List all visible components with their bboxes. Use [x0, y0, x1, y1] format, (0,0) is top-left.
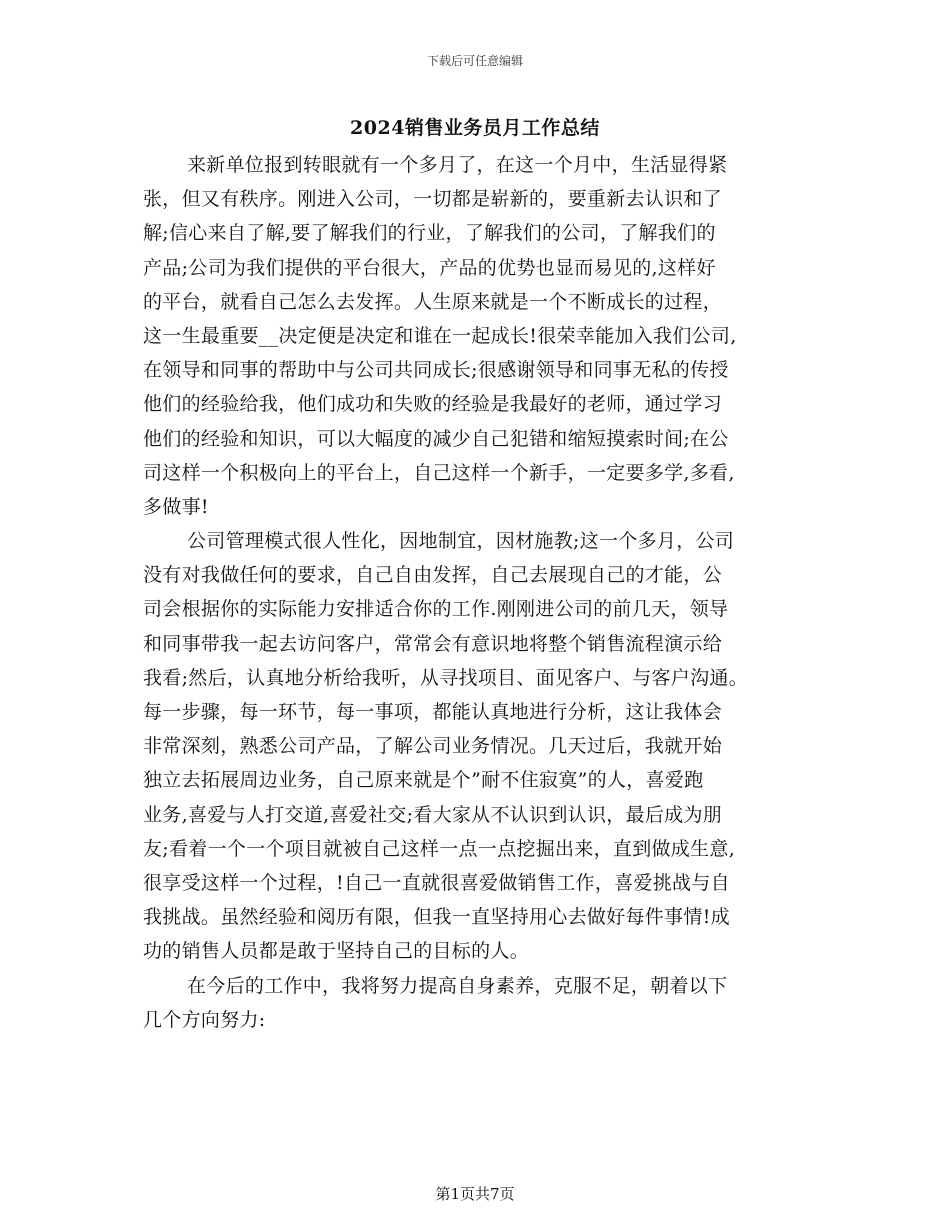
body-line: 我看;然后，认真地分析给我听，从寻找项目、面见客户、与客户沟通。: [143, 666, 749, 689]
body-line: 非常深刻，熟悉公司产品，了解公司业务情况。几天过后，我就开始: [143, 735, 723, 758]
body-line: 司会根据你的实际能力安排适合你的工作.刚刚进公司的前几天，领导: [143, 598, 729, 621]
body-line: 公司管理模式很人性化，因地制宜，因材施教;这一个多月，公司: [187, 530, 735, 553]
page-footer: 第1页共7页: [435, 1185, 515, 1203]
body-line: 来新单位报到转眼就有一个多月了，在这一个月中，生活显得紧: [187, 154, 728, 176]
body-line: 功的销售人员都是敢于坚持自己的目标的人。: [143, 940, 530, 963]
body-line: 多做事!: [143, 495, 209, 518]
page-header: 下载后可任意编辑: [426, 54, 523, 68]
body-line: 这一生最重要__决定便是决定和谁在一起成长!很荣幸能加入我们公司,: [143, 324, 737, 347]
body-line: 解;信心来自了解,要了解我们的行业，了解我们的公司，了解我们的: [143, 222, 716, 245]
body-line: 他们的经验和知识，可以大幅度的减少自己犯错和缩短摸索时间;在公: [143, 427, 729, 450]
body-line: 他们的经验给我，他们成功和失败的经验是我最好的老师，通过学习: [143, 393, 723, 416]
body-line: 没有对我做任何的要求，自己自由发挥，自己去展现自己的才能，公: [143, 564, 723, 587]
document-title: 2024销售业务员月工作总结: [350, 117, 600, 139]
body-line: 和同事带我一起去访问客户，常常会有意识地将整个销售流程演示给: [143, 632, 723, 655]
body-line: 我挑战。虽然经验和阅历有限，但我一直坚持用心去做好每件事情!成: [143, 906, 730, 929]
body-line: 很享受这样一个过程，!自己一直就很喜爱做销售工作，喜爱挑战与自: [143, 871, 730, 894]
body-line: 司这样一个积极向上的平台上，自己这样一个新手，一定要多学,多看,: [143, 461, 735, 484]
body-line: 在领导和同事的帮助中与公司共同成长;很感谢领导和同事无私的传授: [143, 359, 729, 382]
body-line: 张，但又有秩序。刚进入公司，一切都是崭新的，要重新去认识和了: [143, 188, 723, 211]
body-line: 友;看着一个一个项目就被自己这样一点一点挖掘出来，直到做成生意,: [143, 837, 736, 860]
body-line: 每一步骤，每一环节，每一事项，都能认真地进行分析，这让我体会: [143, 701, 723, 723]
body-line: 独立去拓展周边业务，自己原来就是个”耐不住寂寞”的人，喜爱跑: [143, 769, 704, 792]
body-line: 业务,喜爱与人打交道,喜爱社交;看大家从不认识到认识，最后成为朋: [143, 803, 723, 826]
body-line: 的平台，就看自己怎么去发挥。人生原来就是一个不断成长的过程，: [143, 290, 723, 313]
body-line: 产品;公司为我们提供的平台很大，产品的优势也显而易见的,这样好: [143, 256, 716, 279]
body-line: 几个方向努力:: [143, 1008, 266, 1031]
body-line: 在今后的工作中，我将努力提高自身素养，克服不足，朝着以下: [187, 974, 728, 997]
document-body: [143, 148, 809, 1037]
